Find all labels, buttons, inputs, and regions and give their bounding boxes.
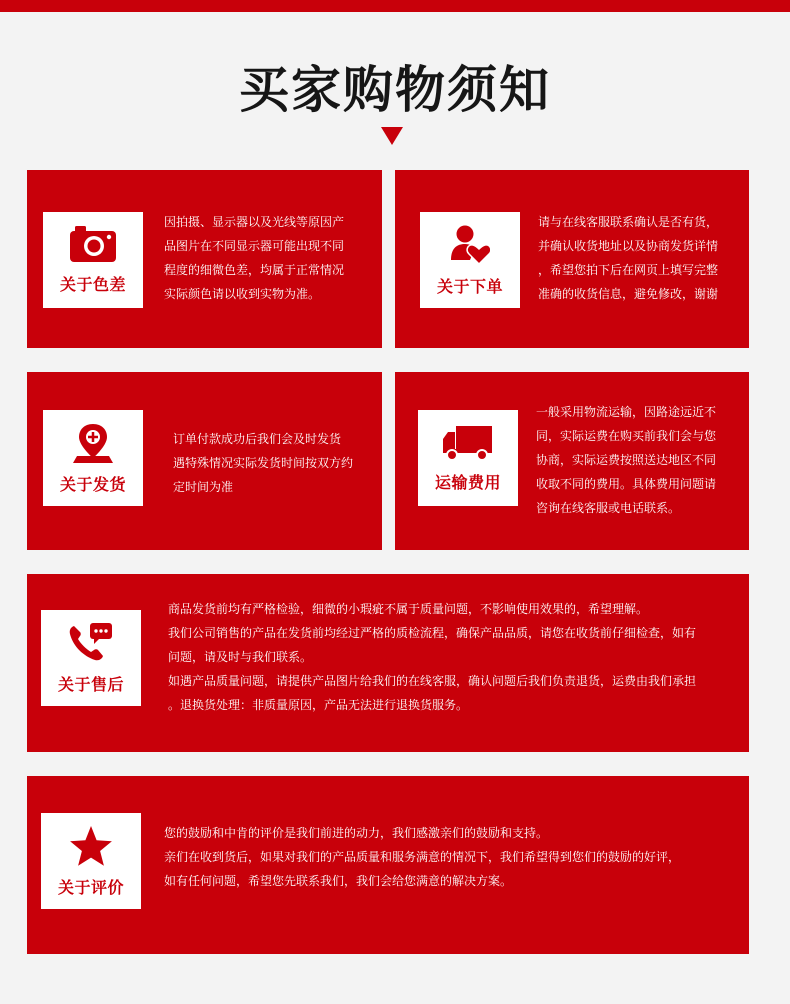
text-line: 我们公司销售的产品在发货前均经过严格的质检流程，确保产品品质，请您在收货前仔细检查，如有 — [168, 626, 697, 640]
text-line: 定时间为准 — [173, 480, 234, 494]
truck-icon — [442, 422, 494, 462]
text-line: 实际颜色请以收到实物为准。 — [164, 287, 321, 301]
card-text — [536, 400, 716, 520]
card-text — [164, 210, 344, 306]
location-pin-icon — [73, 422, 113, 464]
text-line: 一般采用物流运输，因路途远近不 — [536, 405, 717, 419]
card-text — [168, 597, 696, 717]
text-line: 您的鼓励和中肯的评价是我们前进的动力，我们感激亲们的鼓励和支持。 — [164, 826, 549, 840]
card-label: 关于色差 — [59, 275, 126, 294]
text-line: 订单付款成功后我们会及时发货 — [173, 432, 342, 446]
card-label: 运输费用 — [434, 473, 501, 492]
star-icon — [69, 825, 113, 867]
card-text — [164, 821, 680, 893]
icon-panel — [41, 610, 141, 706]
text-line: 遇特殊情况实际发货时间按双方约 — [173, 456, 354, 470]
card-ordering — [395, 170, 749, 348]
camera-icon — [68, 224, 118, 264]
user-heart-icon — [450, 224, 490, 266]
card-after-sales — [27, 574, 749, 752]
text-line: 商品发货前均有严格检验，细微的小瑕疵不属于质量问题，不影响使用效果的，希望理解。 — [168, 602, 649, 616]
text-line: 并确认收货地址以及协商发货详情 — [538, 239, 719, 253]
card-label: 关于发货 — [59, 475, 126, 494]
card-text — [173, 427, 353, 499]
text-line: 如遇产品质量问题，请提供产品图片给我们的在线客服，确认问题后我们负责退货，运费由我们承担 — [168, 674, 697, 688]
card-reviews — [27, 776, 749, 954]
text-line: 请与在线客服联系确认是否有货， — [538, 215, 719, 229]
icon-panel — [43, 410, 143, 506]
card-shipping — [27, 372, 382, 550]
text-line: 准确的收货信息，避免修改，谢谢 — [538, 287, 719, 301]
icon-panel — [43, 212, 143, 308]
page-title: 买家购物须知 — [239, 60, 551, 119]
card-text — [538, 210, 718, 306]
text-line: 程度的细微色差，均属于正常情况 — [164, 263, 345, 277]
text-line: 亲们在收到货后，如果对我们的产品质量和服务满意的情况下，我们希望得到您们的鼓励的好评， — [164, 850, 681, 864]
icon-panel — [420, 212, 520, 308]
card-label: 关于下单 — [436, 277, 503, 296]
phone-chat-icon — [68, 622, 114, 664]
top-strip — [0, 0, 790, 12]
text-line: 。退换货处理：非质量原因，产品无法进行退换货服务。 — [168, 698, 469, 712]
text-line: 收取不同的费用。具体费用问题请 — [536, 477, 717, 491]
icon-panel — [41, 813, 141, 909]
text-line: 同，实际运费在购买前我们会与您 — [536, 429, 717, 443]
text-line: 咨询在线客服或电话联系。 — [536, 501, 681, 515]
card-freight — [395, 372, 749, 550]
card-label: 关于评价 — [57, 878, 124, 897]
card-label: 关于售后 — [57, 675, 124, 694]
card-color-difference — [27, 170, 382, 348]
icon-panel — [418, 410, 518, 506]
text-line: ，希望您拍下后在网页上填写完整 — [538, 263, 719, 277]
text-line: 如有任何问题，希望您先联系我们，我们会给您满意的解决方案。 — [164, 874, 513, 888]
text-line: 协商，实际运费按照送达地区不同 — [536, 453, 717, 467]
text-line: 因拍摄、显示器以及光线等原因产 — [164, 215, 345, 229]
text-line: 问题，请及时与我们联系。 — [168, 650, 313, 664]
text-line: 品图片在不同显示器可能出现不同 — [164, 239, 345, 253]
down-arrow-icon — [381, 127, 403, 145]
